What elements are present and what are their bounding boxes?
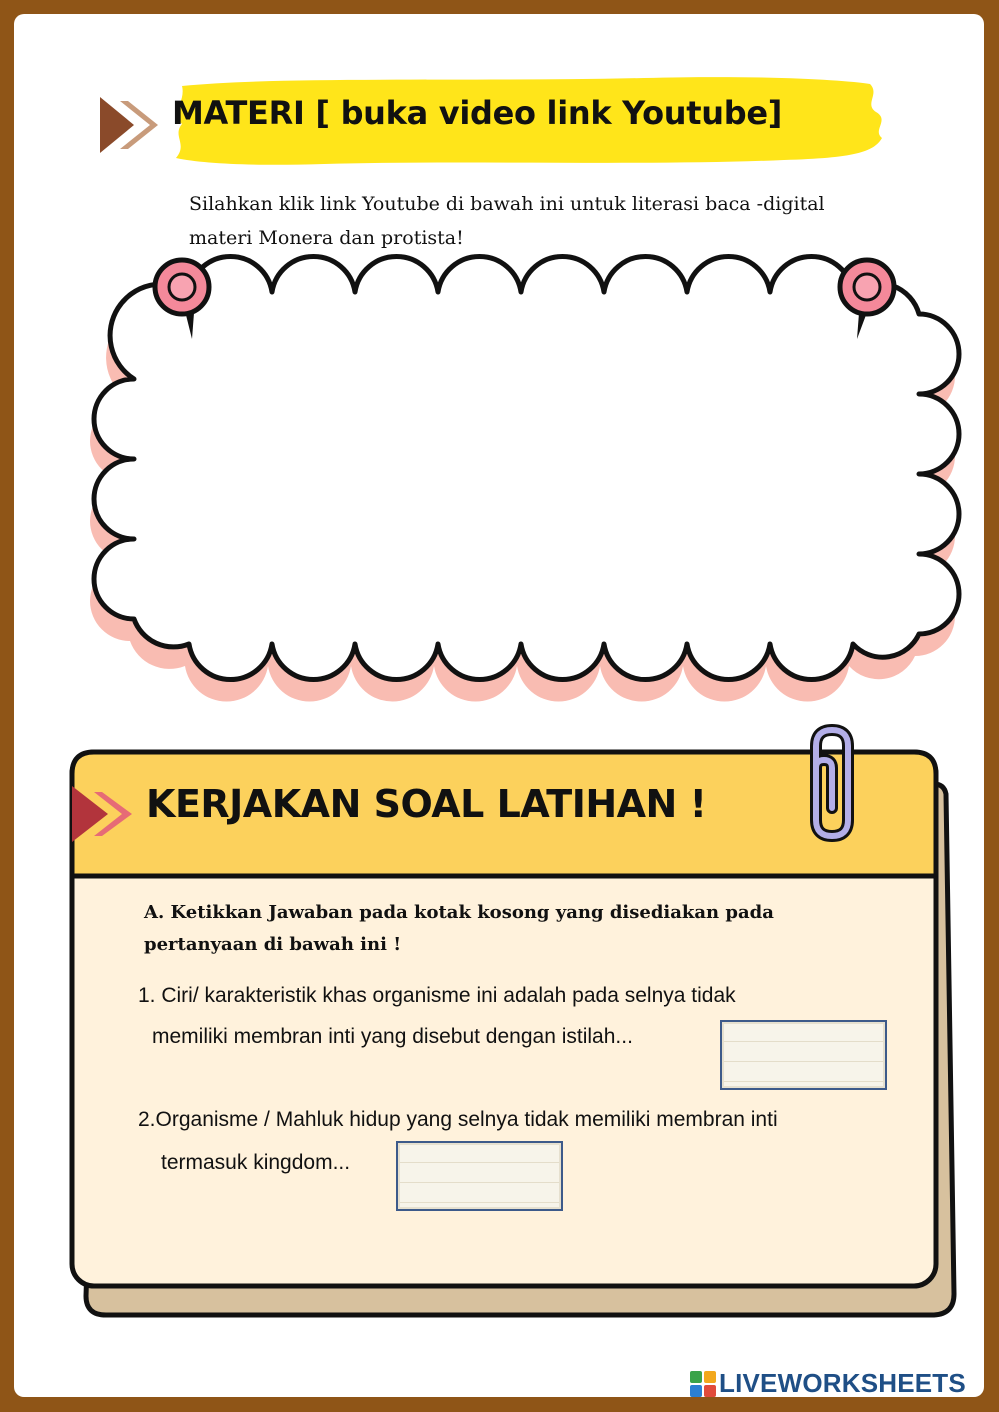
paperclip-icon — [802, 722, 862, 842]
question-2-line-1: 2.Organisme / Mahluk hidup yang selnya tidak memiliki membran inti — [138, 1108, 778, 1131]
double-chevron-red-icon — [72, 784, 136, 844]
exercise-title: KERJAKAN SOAL LATIHAN ! — [146, 782, 707, 826]
answer-input-2[interactable] — [396, 1141, 563, 1211]
question-1-line-2: memiliki membran inti yang disebut dengan istilah... — [152, 1025, 633, 1048]
section-title: MATERI [ buka video link Youtube] — [172, 94, 783, 132]
question-1-line-1: 1. Ciri/ karakteristik khas organisme ini adalah pada selnya tidak — [138, 984, 736, 1007]
worksheet-page — [14, 14, 984, 1397]
liveworksheets-logo-icon — [690, 1371, 716, 1397]
answer-input-1[interactable] — [720, 1020, 887, 1090]
instruction-text: A. Ketikkan Jawaban pada kotak kosong yang disediakan pada pertanyaan di bawah ini ! — [144, 902, 774, 955]
footer-brand-text: LIVEWORKSHEETS — [719, 1368, 966, 1397]
question-2-line-2: termasuk kingdom... — [161, 1151, 351, 1174]
footer-brand[interactable] — [690, 1368, 966, 1397]
intro-text: Silahkan klik link Youtube di bawah ini untuk literasi baca -digital materi Monera dan protista! — [189, 193, 825, 249]
